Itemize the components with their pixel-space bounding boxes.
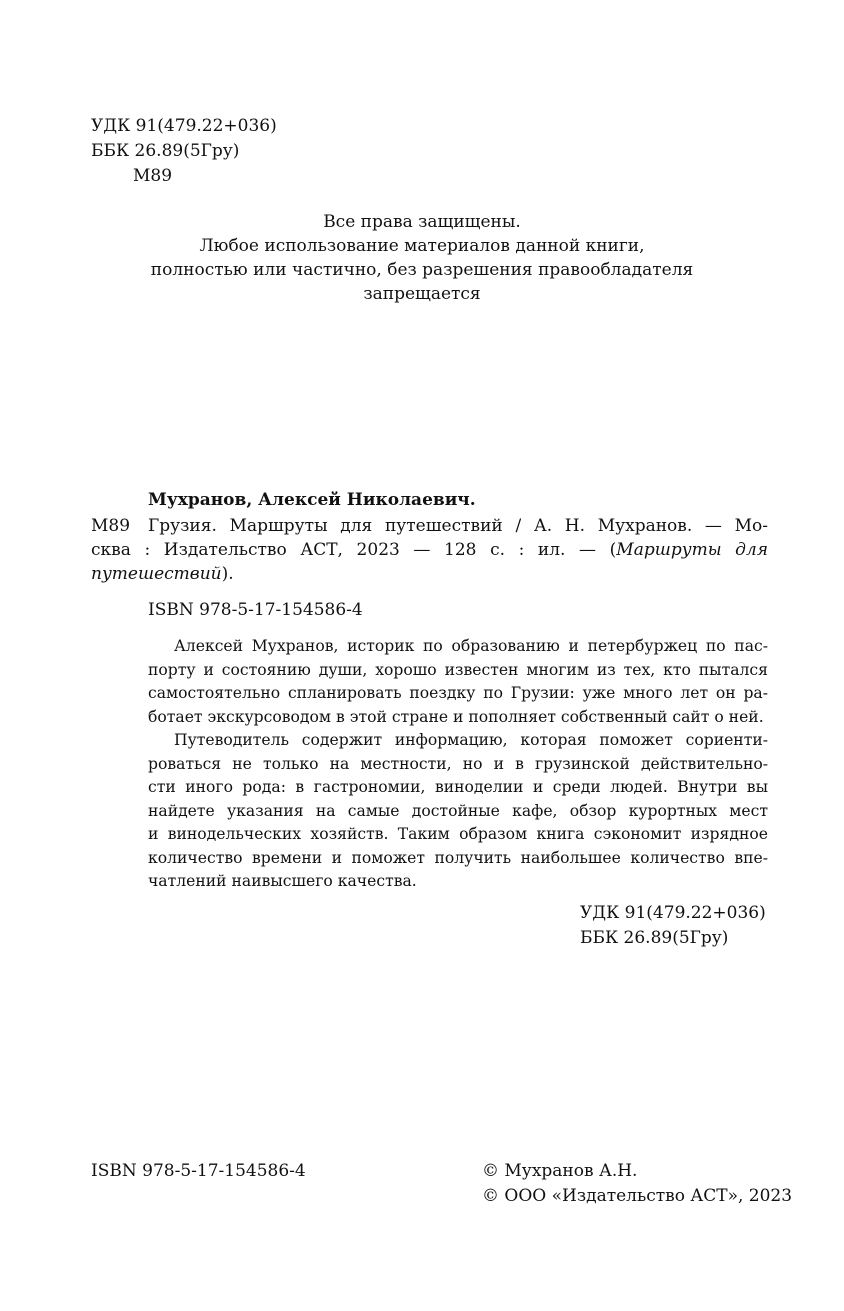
rights-line: полностью или частично, без разрешения правообладателя <box>150 260 694 280</box>
annotation-line: количество времени и поможет получить наибольшее количество впе- <box>148 848 768 867</box>
annotation-line: самостоятельно спланировать поездку по Грузии: уже много лет он ра- <box>148 684 768 702</box>
copyright-author: © Мухранов А.Н. <box>482 1161 638 1181</box>
copyright-publisher: © ООО «Издательство АСТ», 2023 <box>482 1186 793 1206</box>
annotation-line: Алексей Мухранов, историк по образованию и петербуржец по пас- <box>174 637 768 655</box>
annotation-paragraph-1 <box>148 635 768 729</box>
udk-code-bottom: УДК 91(479.22+036) <box>580 903 766 923</box>
series-title-part1: Маршруты для <box>616 540 768 560</box>
author-mark-top: М89 <box>133 166 173 186</box>
footer-isbn: ISBN 978-5-17-154586-4 <box>91 1161 306 1181</box>
bbk-code-top: ББК 26.89(5Гру) <box>91 141 240 161</box>
bib-line-3 <box>91 562 768 586</box>
bbk-code-bottom: ББК 26.89(5Гру) <box>580 928 729 948</box>
bib-line-1: Грузия. Маршруты для путешествий / А. Н. Мухранов. — Мо- <box>148 516 768 536</box>
rights-line: Все права защищены. <box>323 212 521 232</box>
annotation-line: сти иного рода: в гастрономии, виноделии и среди людей. Внутри вы <box>148 778 768 796</box>
annotation-line: порту и состоянию души, хорошо известен многим из тех, кто пытался <box>148 660 768 679</box>
annotation-line: роваться не только на местности, но и в грузинской действительно- <box>148 754 768 773</box>
rights-line: запрещается <box>363 284 481 304</box>
series-title-part2: путешествий <box>91 564 222 584</box>
bib-author-mark: М89 <box>91 516 131 536</box>
annotation-paragraph-2 <box>148 729 768 894</box>
annotation-line: чатлений наивысшего качества. <box>148 872 417 890</box>
bib-line-2 <box>91 538 768 562</box>
annotation-line: ботает экскурсоводом в этой стране и пополняет собственный сайт о ней. <box>148 707 764 726</box>
annotation-line: и винодельческих хозяйств. Таким образом книга сэкономит изрядное <box>148 825 768 843</box>
annotation-line: найдете указания на самые достойные кафе, обзор курортных мест <box>148 801 768 820</box>
rights-notice <box>0 210 844 306</box>
udk-code-top: УДК 91(479.22+036) <box>91 116 277 136</box>
rights-line: Любое использование материалов данной книги, <box>199 236 645 256</box>
annotation-line: Путеводитель содержит информацию, которая поможет сориенти- <box>174 731 768 749</box>
bib-line-3-suffix: ). <box>221 564 234 584</box>
bib-line-2-text: сква : Издательство АСТ, 2023 — 128 с. : ил. — ( <box>91 540 617 560</box>
bib-isbn: ISBN 978-5-17-154586-4 <box>148 600 363 620</box>
bib-author: Мухранов, Алексей Николаевич. <box>148 490 476 510</box>
